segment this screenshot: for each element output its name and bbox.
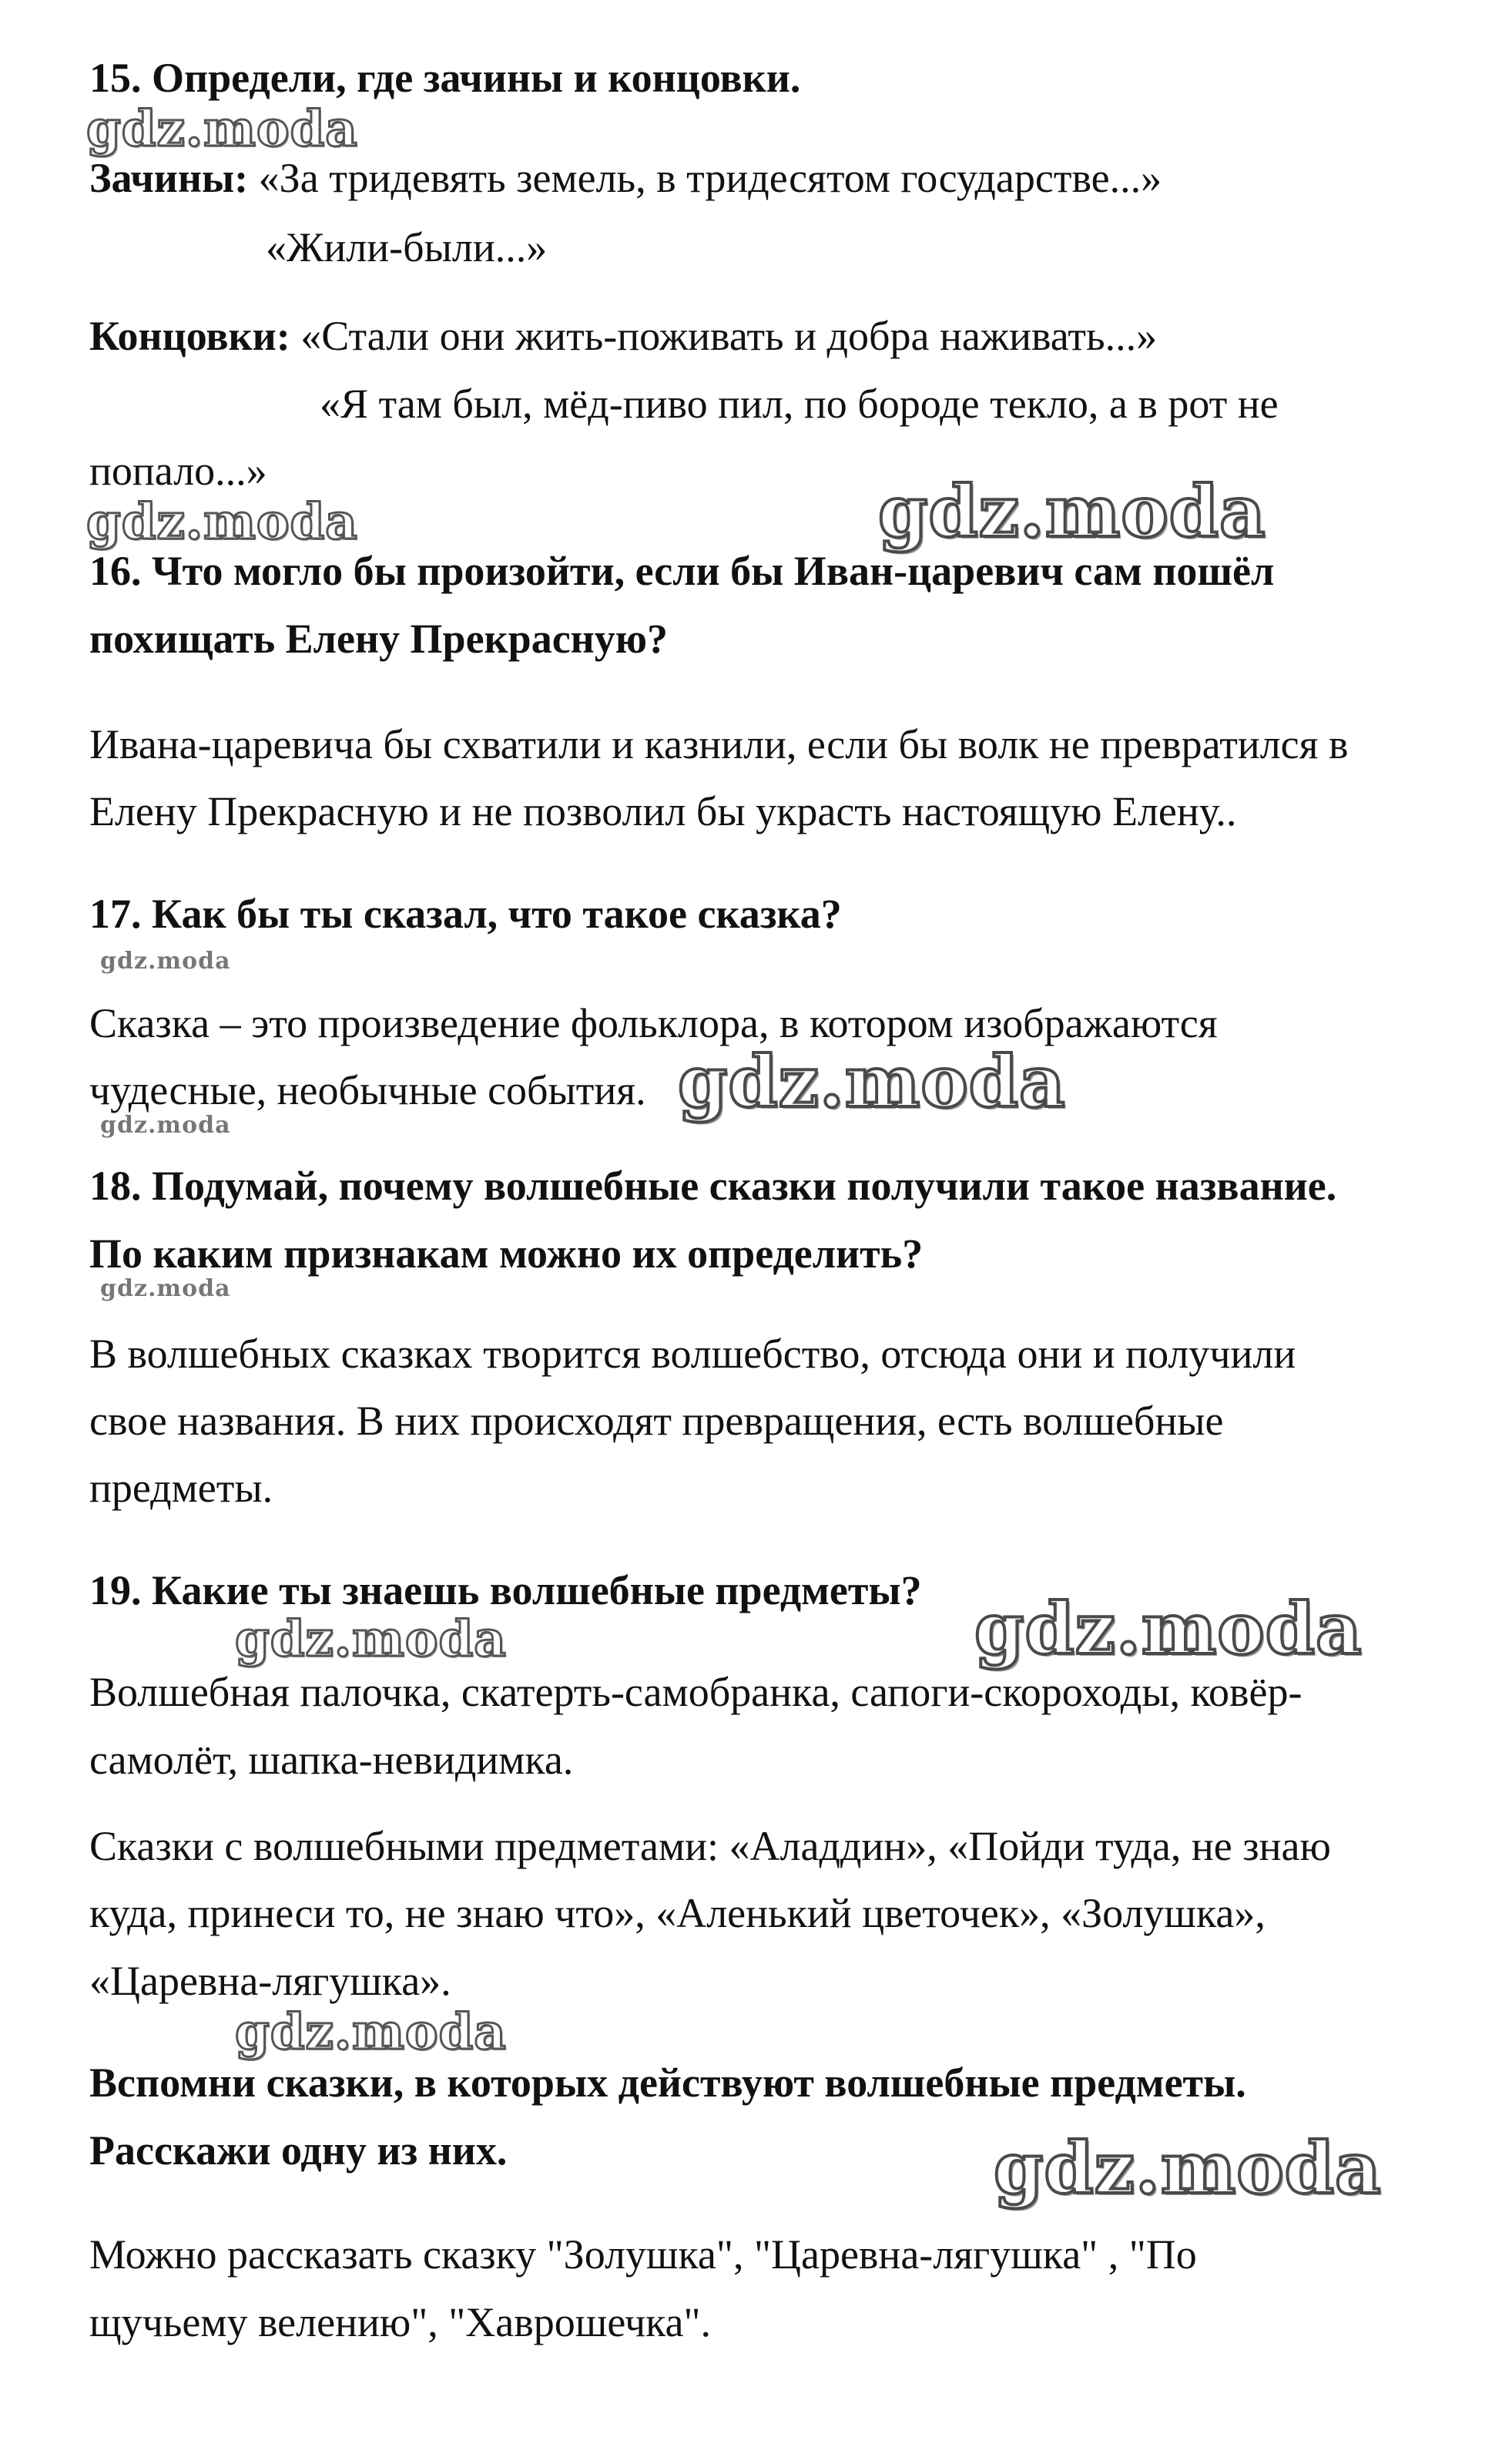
watermark: gdz.moda [235,2003,507,2061]
q16-title-line2: похищать Елену Прекрасную? [89,616,669,662]
q17-answer-line1: Сказка – это произведение фольклора, в котором изображаются [89,1000,1218,1046]
watermark: gdz.moda [100,1112,231,1139]
opening-1: «За тридевять земель, в тридесятом государстве...» [258,155,1162,201]
q15-openings-row [89,154,1162,202]
extra-answer-line1: Можно рассказать сказку "Золушка", "Царевна-лягушка" , "По [89,2231,1197,2278]
q19-answer-line1: Волшебная палочка, скатерть-самобранка, сапоги-скороходы, ковёр- [89,1669,1302,1715]
q18-answer-line2: свое названия. В них происходят превращения, есть волшебные [89,1398,1224,1444]
q19-tales-line1: Сказки с волшебными предметами: «Аладдин», «Пойди туда, не знаю [89,1823,1331,1869]
q19-answer-line2: самолёт, шапка-невидимка. [89,1737,574,1783]
opening-2: «Жили-были...» [266,224,548,270]
q18-answer-line3: предметы. [89,1465,273,1511]
openings-label: Зачины: [89,155,249,201]
ending-2-line2: попало...» [89,448,267,494]
watermark: gdz.moda [678,1040,1066,1123]
watermark: gdz.moda [100,1275,231,1302]
q16-answer-line2: Елену Прекрасную и не позволил бы украсть настоящую Елену.. [89,788,1237,834]
q19-tales-line2: куда, принеси то, не знаю что», «Аленький цветочек», «Золушка», [89,1890,1266,1936]
q18-answer-line1: В волшебных сказках творится волшебство, отсюда они и получили [89,1331,1296,1377]
watermark: gdz.moda [86,100,358,158]
extra-title-line1: Вспомни сказки, в которых действуют волшебные предметы. [89,2060,1246,2106]
q19-tales-line3: «Царевна-лягушка». [89,1958,451,2004]
q18-title-line1: 18. Подумай, почему волшебные сказки получили такое название. [89,1163,1337,1209]
q18-title-line2: По каким признакам можно их определить? [89,1230,924,1277]
endings-label: Концовки: [89,313,290,359]
watermark: gdz.moda [100,948,231,975]
ending-1: «Стали они жить-поживать и добра наживать...» [300,313,1158,359]
watermark: gdz.moda [86,493,358,551]
watermark: gdz.moda [235,1610,507,1668]
q16-answer-line1: Ивана-царевича бы схватили и казнили, если бы волк не превратился в [89,721,1349,767]
extra-answer-line2: щучьему велению", "Хаврошечка". [89,2299,712,2345]
extra-title-line2: Расскажи одну из них. [89,2127,508,2174]
ending-2-line1: «Я там был, мёд-пиво пил, по бороде текло, а в рот не [320,381,1279,427]
watermark: gdz.moda [994,2127,1382,2210]
watermark: gdz.moda [878,470,1266,553]
watermark: gdz.moda [974,1587,1363,1670]
q15-title: 15. Определи, где зачины и концовки. [89,55,801,101]
q17-title: 17. Как бы ты сказал, что такое сказка? [89,891,842,937]
q15-endings-row [89,312,1157,360]
q19-title: 19. Какие ты знаешь волшебные предметы? [89,1567,922,1613]
q16-title-line1: 16. Что могло бы произойти, если бы Иван-царевич сам пошёл [89,548,1275,594]
q17-answer-line2: чудесные, необычные события. [89,1067,646,1113]
